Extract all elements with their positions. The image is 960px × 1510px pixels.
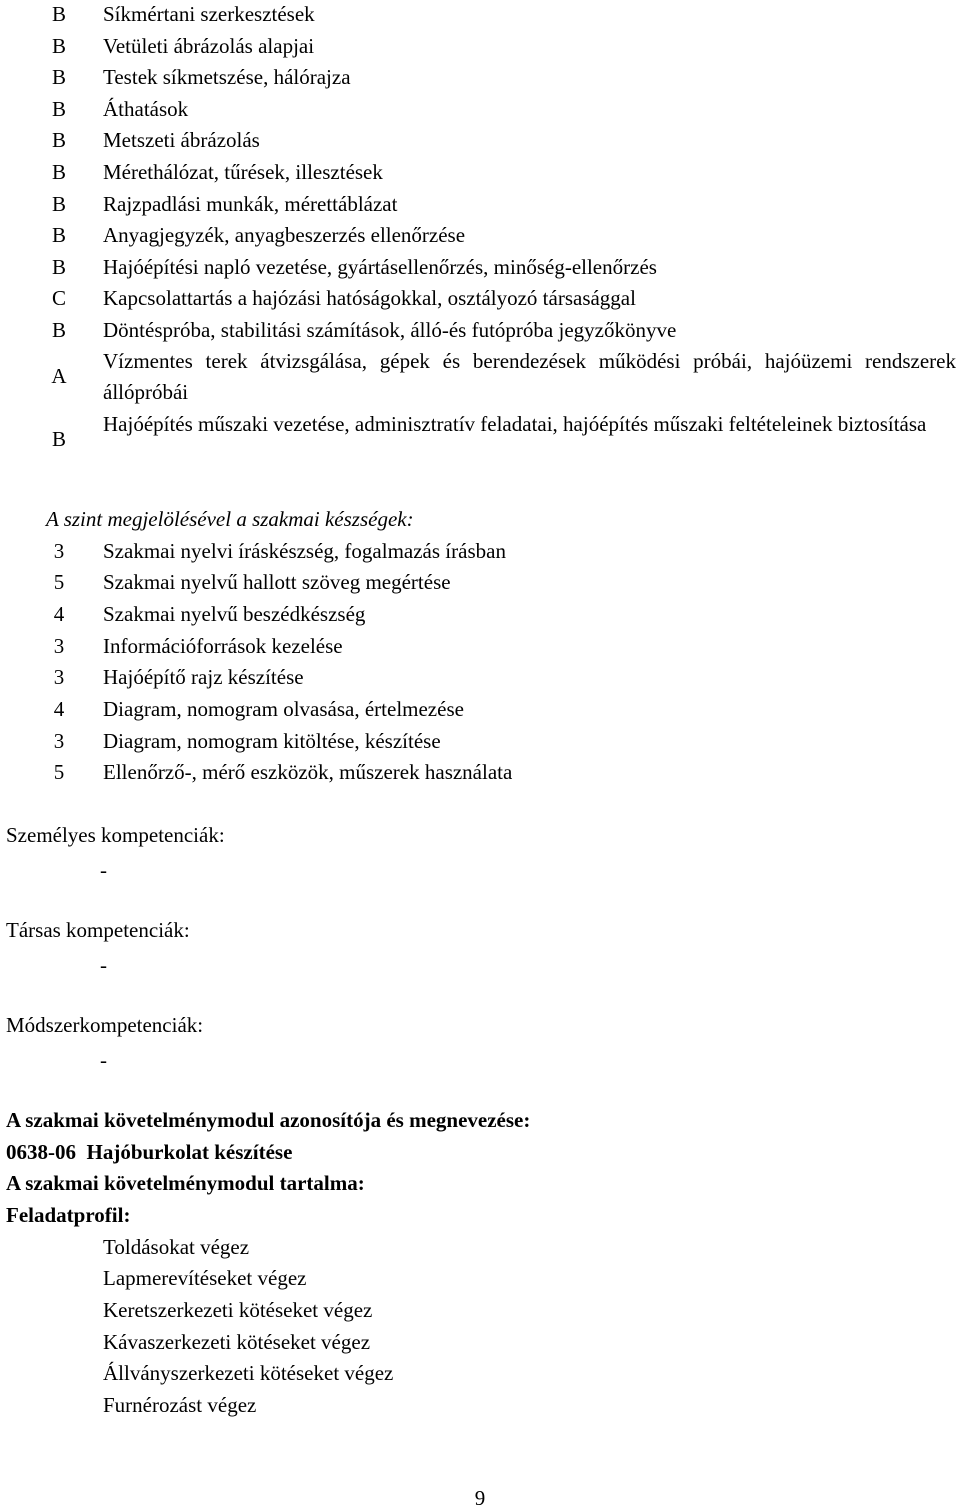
profile-item-text: Lapmerevítéseket végez xyxy=(103,1266,307,1290)
skill-level: 4 xyxy=(53,602,65,626)
task-text: Testek síkmetszése, hálórajza xyxy=(103,65,351,89)
method-competencies-label: Módszerkompetenciák: xyxy=(6,1013,204,1037)
task-level: A xyxy=(51,364,67,388)
skill-text: Szakmai nyelvi íráskészség, fogalmazás írásban xyxy=(103,539,506,563)
social-competencies-label: Társas kompetenciák: xyxy=(6,918,190,942)
module-content-heading: A szakmai követelménymodul tartalma: xyxy=(6,1171,365,1195)
skill-text: Szakmai nyelvű beszédkészség xyxy=(103,602,366,626)
method-competencies-value: - xyxy=(100,1048,107,1072)
skill-level: 5 xyxy=(53,760,65,784)
skill-level: 3 xyxy=(53,634,65,658)
skills-heading: A szint megjelölésével a szakmai készségek: xyxy=(46,507,414,531)
task-level: B xyxy=(51,34,66,58)
skill-level: 5 xyxy=(53,570,65,594)
module-id-heading: A szakmai követelménymodul azonosítója és megnevezése: xyxy=(6,1108,531,1132)
task-text: Mérethálózat, tűrések, illesztések xyxy=(103,160,383,184)
profile-item-text: Keretszerkezeti kötéseket végez xyxy=(103,1298,373,1322)
task-text: Metszeti ábrázolás xyxy=(103,128,260,152)
task-text: Döntéspróba, stabilitási számítások, álló-és futópróba jegyzőkönyve xyxy=(103,318,677,342)
task-text: Anyagjegyzék, anyagbeszerzés ellenőrzése xyxy=(103,223,466,247)
task-text: Vetületi ábrázolás alapjai xyxy=(103,34,315,58)
social-competencies-value: - xyxy=(100,953,107,977)
skill-text: Szakmai nyelvű hallott szöveg megértése xyxy=(103,570,451,594)
skill-level: 3 xyxy=(53,729,65,753)
personal-competencies-value: - xyxy=(100,858,107,882)
profile-item-text: Furnérozást végez xyxy=(103,1393,257,1417)
task-level: B xyxy=(51,65,66,89)
task-text: Áthatások xyxy=(103,97,189,121)
skill-text: Ellenőrző-, mérő eszközök, műszerek használata xyxy=(103,760,513,784)
task-level: B xyxy=(51,128,66,152)
task-level: B xyxy=(51,223,66,247)
task-level: B xyxy=(51,192,66,216)
skill-level: 3 xyxy=(53,539,65,563)
task-level: B xyxy=(51,318,66,342)
personal-competencies-label: Személyes kompetenciák: xyxy=(6,823,225,847)
task-text: Kapcsolattartás a hajózási hatóságokkal, osztályozó társasággal xyxy=(103,286,636,310)
profile-heading: Feladatprofil: xyxy=(6,1203,131,1227)
task-level: B xyxy=(51,255,66,279)
skill-text: Hajóépítő rajz készítése xyxy=(103,665,304,689)
skill-text: Diagram, nomogram kitöltése, készítése xyxy=(103,729,441,753)
skill-text: Diagram, nomogram olvasása, értelmezése xyxy=(103,697,464,721)
task-level: B xyxy=(51,97,66,121)
task-text: Síkmértani szerkesztések xyxy=(103,2,315,26)
skill-level: 4 xyxy=(53,697,65,721)
profile-item-text: Állványszerkezeti kötéseket végez xyxy=(103,1361,394,1385)
page-number: 9 xyxy=(474,1486,486,1510)
task-level: B xyxy=(51,427,66,451)
profile-item-text: Kávaszerkezeti kötéseket végez xyxy=(103,1330,371,1354)
module-id-line: 0638-06 Hajóburkolat készítése xyxy=(6,1140,293,1164)
skill-level: 3 xyxy=(53,665,65,689)
skill-text: Információforrások kezelése xyxy=(103,634,343,658)
task-text: Hajóépítési napló vezetése, gyártásellenőrzés, minőség-ellenőrzés xyxy=(103,255,657,279)
task-level: B xyxy=(51,160,66,184)
task-level: C xyxy=(51,286,66,310)
profile-item-text: Toldásokat végez xyxy=(103,1235,250,1259)
task-text: Rajzpadlási munkák, mérettáblázat xyxy=(103,192,398,216)
task-text: Hajóépítés műszaki vezetése, adminisztratív feladatai, hajóépítés műszaki feltételeinek biztosítása xyxy=(103,412,927,436)
task-level: B xyxy=(51,2,66,26)
task-text: Vízmentes terek átvizsgálása, gépek és berendezések működési próbái, hajóüzemi rendszerek állópróbái xyxy=(103,349,956,404)
